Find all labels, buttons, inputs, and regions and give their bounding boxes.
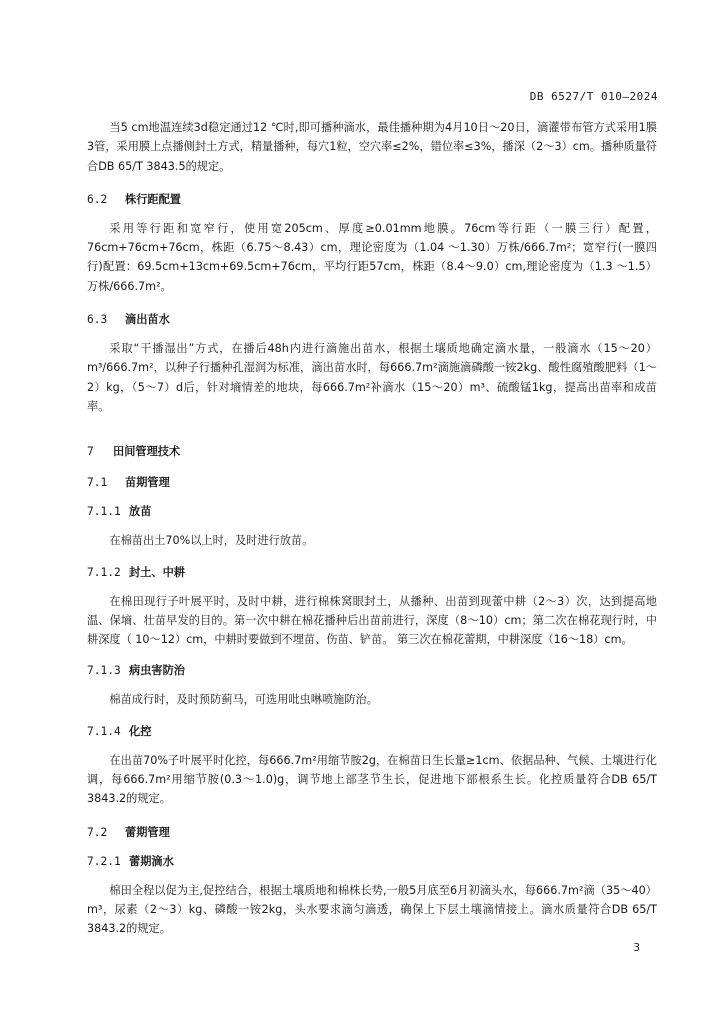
- heading-number: 6.2: [87, 192, 108, 206]
- heading-7-2-1: [87, 854, 657, 869]
- heading-6-2: [87, 192, 657, 207]
- heading-number: 7.2: [87, 825, 108, 839]
- heading-title: 滴出苗水: [125, 313, 170, 327]
- heading-7: [87, 444, 657, 459]
- heading-title: 蕾期滴水: [129, 854, 174, 868]
- paragraph-sowing: 当5 cm地温连续3d稳定通过12 ℃时,即可播种滴水，最佳播种期为4月10日～20日，滴灌带布管方式采用1膜3管，采用膜上点播侧封土方式，精量播种，每穴1粒，空穴率≤2%，错位率≤3%，播深（2～3）cm。播种质量符合DB 65/T 3843.5的规定。: [87, 121, 657, 173]
- standard-code: DB 6527/T 010—2024: [529, 90, 658, 103]
- heading-7-1-3: [87, 663, 657, 678]
- heading-title: 病虫害防治: [129, 664, 185, 678]
- paragraph-thinning: 在棉苗出土70%以上时，及时进行放苗。: [109, 534, 314, 548]
- heading-6-3: [87, 312, 657, 327]
- heading-title: 放苗: [129, 505, 152, 519]
- paragraph-emergence-water: 采取“干播湿出”方式，在播后48h内进行滴施出苗水，根据土壤质地确定滴水量，一般滴水（15～20）m³/666.7m²，以种子行播种孔湿润为标准，滴出苗水时，每666.7m²滴施滴磷酸一铵2kg、酸性腐殖酸肥料（1～2）kg，（5～7）d后，针对墒情差的地块，每666.7m²补滴水（15～20）m³、硫酸锰1kg，提高出苗率和成苗率。: [87, 342, 657, 413]
- page-number: 3: [633, 942, 640, 954]
- heading-number: 6.3: [87, 313, 108, 327]
- heading-number: 7: [87, 445, 94, 459]
- paragraph-pest-control: 棉苗成行时，及时预防蓟马，可选用吡虫啉喷施防治。: [109, 693, 378, 707]
- heading-7-1-2: [87, 565, 657, 580]
- heading-title: 田间管理技术: [113, 445, 181, 459]
- paragraph-bud-stage-water: 棉田全程以促为主,促控结合，根据土壤质地和棉株长势,一般5月底至6月初滴头水，每666.7m²滴（35～40） m³，尿素（2～3）kg、磷酸一铵2kg，头水要求滴匀滴透，确保上下层土壤滴情接上。滴水质量符合DB 65/T 3843.2的规定。: [87, 883, 657, 936]
- heading-title: 株行距配置: [125, 192, 181, 206]
- heading-number: 7.1: [87, 476, 108, 490]
- heading-number: 7.1.2: [87, 565, 121, 579]
- heading-number: 7.1.3: [87, 664, 121, 678]
- paragraph-cultivation: 在棉田现行子叶展平时，及时中耕，进行棉株窝眼封土，从播种、出苗到现蕾中耕（2～3）次，达到提高地温、保墒、壮苗早发的目的。第一次中耕在棉花播种后出苗前进行，深度（8～10）cm；第二次在棉花现行时，中耕深度（ 10～12）cm，中耕时要做到不埋苗、伤苗、铲苗。 第三次在棉花蕾期，中耕深度（16～18）cm。: [87, 594, 657, 647]
- heading-number: 7.1.4: [87, 724, 121, 738]
- heading-title: 蕾期管理: [125, 825, 170, 839]
- heading-7-2: [87, 825, 657, 840]
- heading-number: 7.1.1: [87, 505, 121, 519]
- heading-title: 苗期管理: [125, 476, 170, 490]
- paragraph-chemical-control: 在出苗70%子叶展平时化控，每666.7m²用缩节胺2g，在棉苗日生长量≥1cm、依据品种、气候、土壤进行化调，每666.7m²用缩节胺(0.3～1.0)g，调节地上部茎节生长，促进地下部根系生长。化控质量符合DB 65/T 3843.2的规定。: [87, 753, 657, 806]
- heading-7-1-1: [87, 504, 657, 519]
- paragraph-spacing: 采用等行距和宽窄行，使用宽205cm、厚度≥0.01mm地膜。76cm等行距（一膜三行）配置，76cm+76cm+76cm，株距（6.75～8.43）cm，理论密度为（1.04 ～1.30）万株/666.7m²；宽窄行(一膜四行)配置：69.5cm+13cm+69.5cm+76cm，平均行距57cm，株距（8.4～9.0）cm,理论密度为（1.3 ～1.5）万株/666.7m²。: [87, 221, 657, 293]
- heading-title: 化控: [129, 724, 152, 738]
- heading-7-1-4: [87, 724, 657, 739]
- heading-number: 7.2.1: [87, 854, 121, 868]
- heading-title: 封土、中耕: [129, 565, 185, 579]
- document-body: [87, 118, 657, 943]
- heading-7-1: [87, 475, 657, 490]
